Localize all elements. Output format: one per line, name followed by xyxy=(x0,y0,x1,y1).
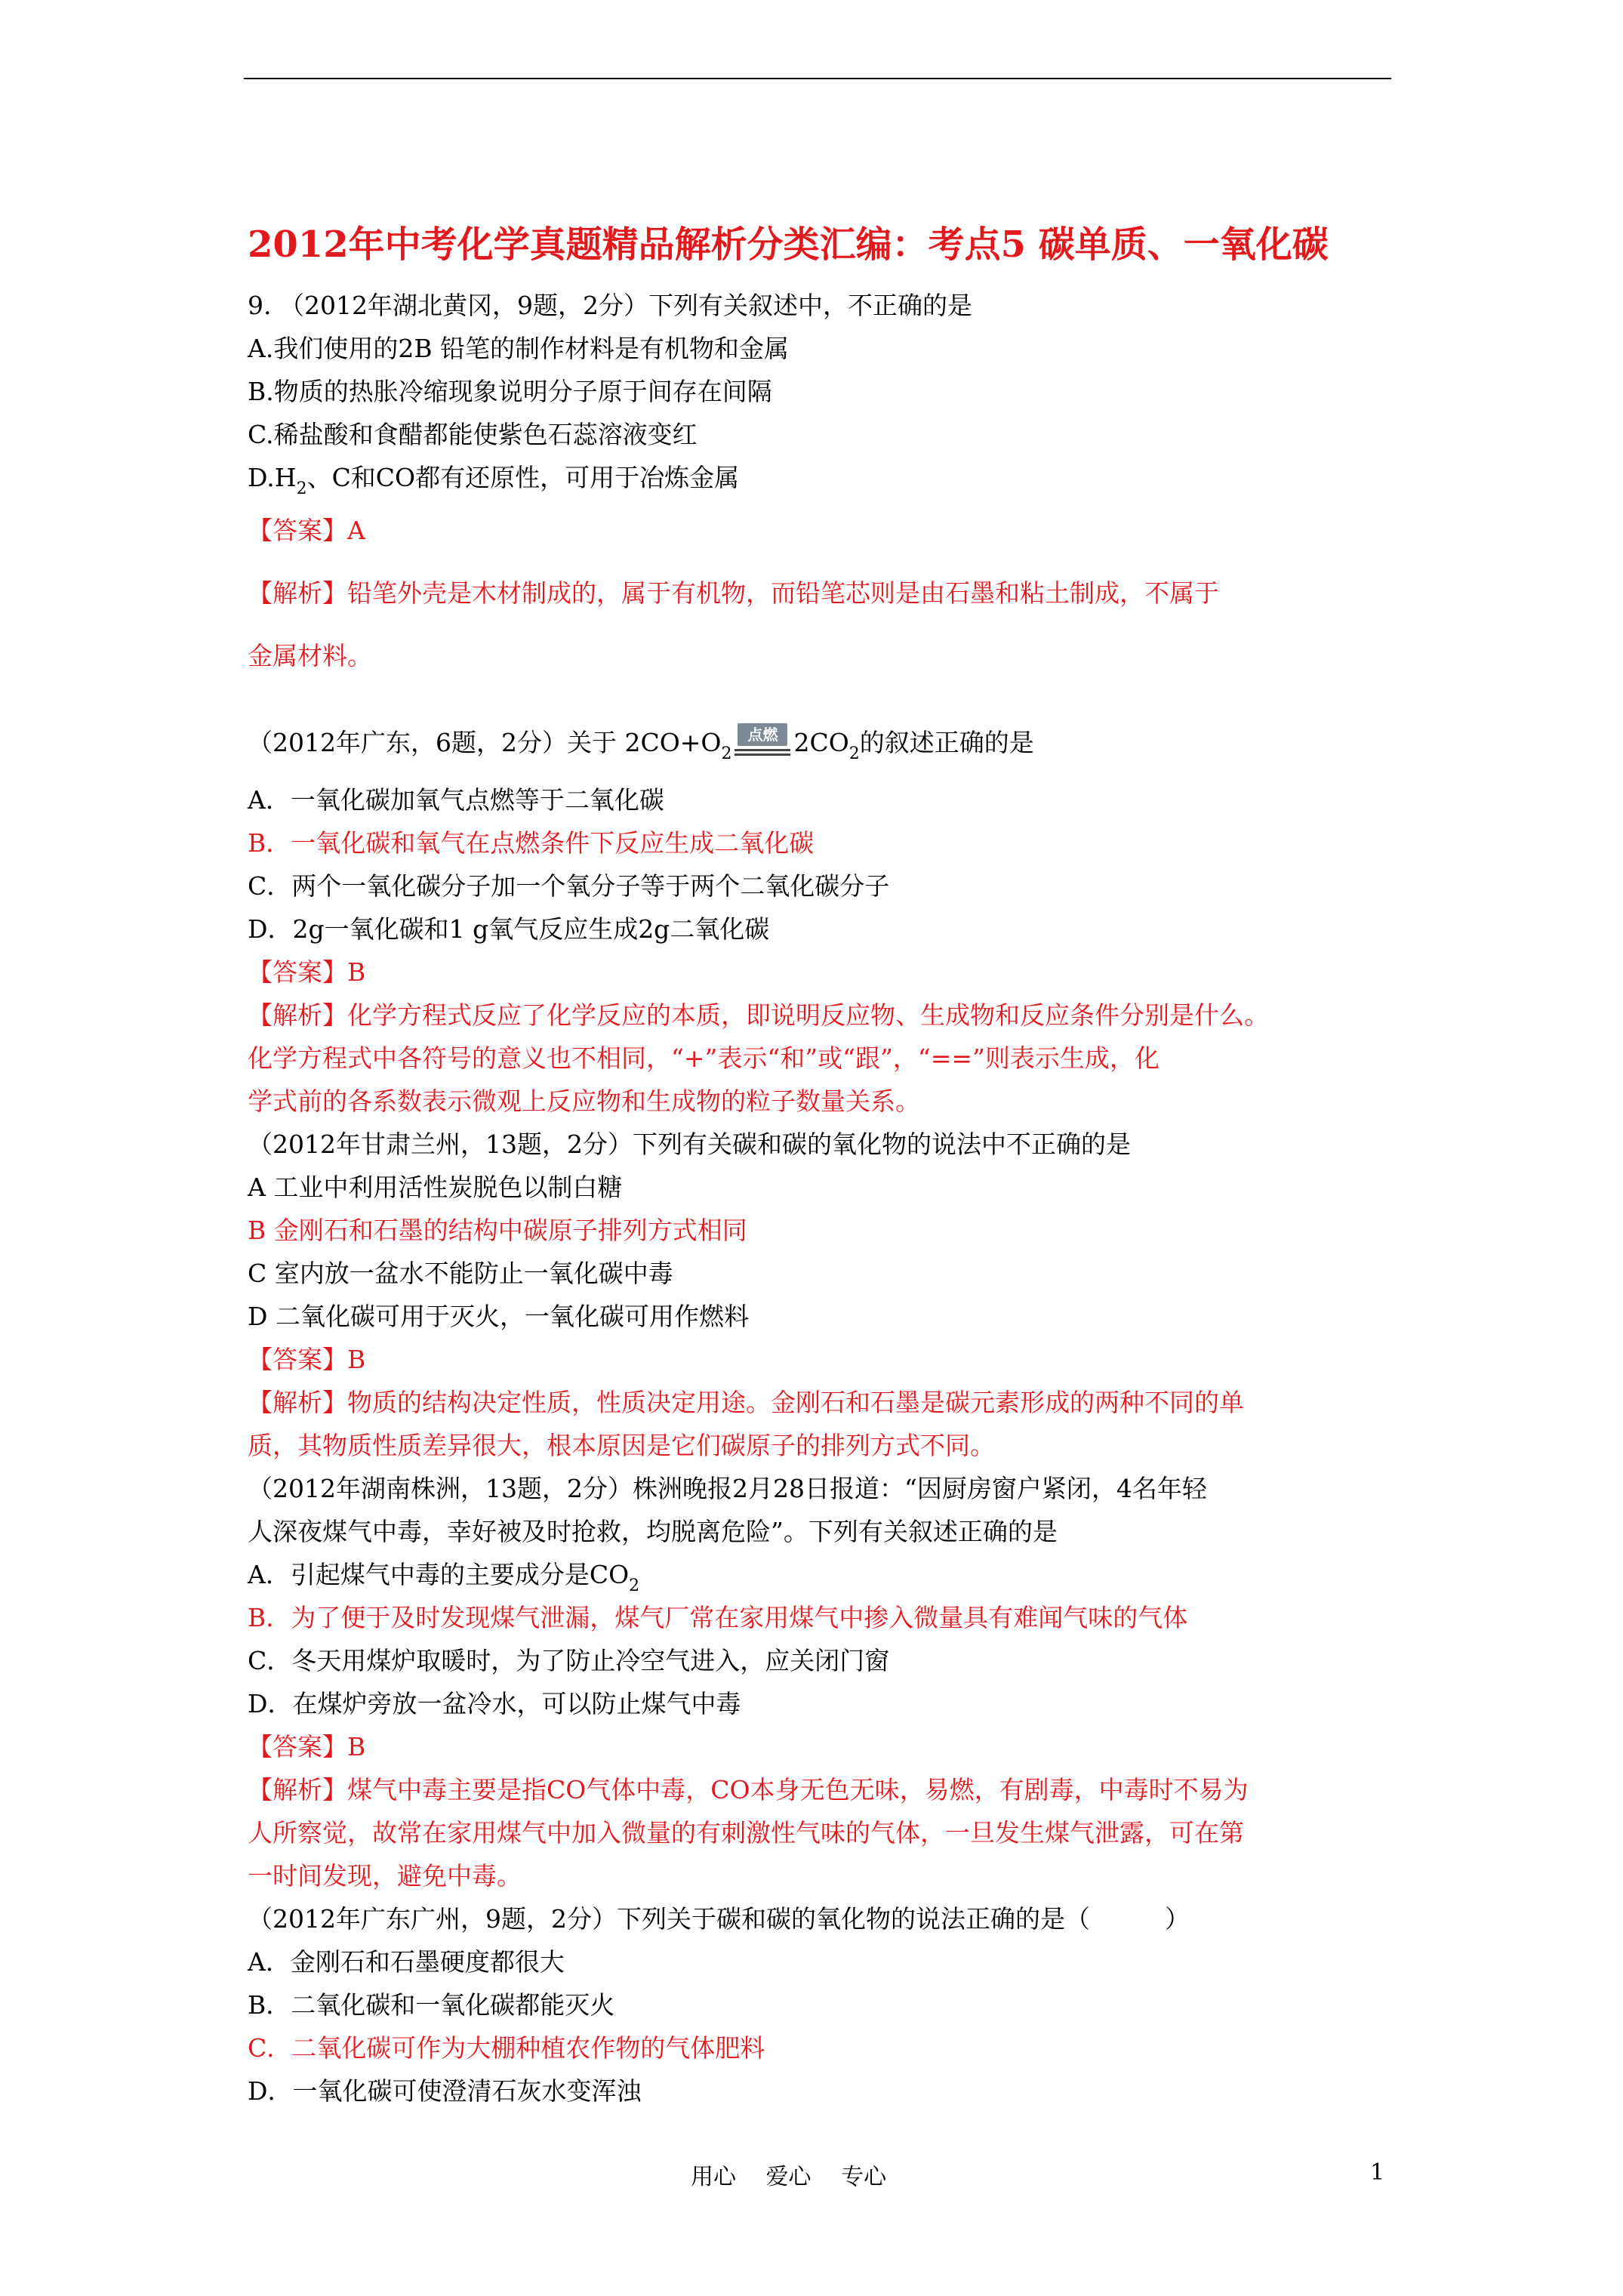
q1-stem: 9. （2012年湖北黄冈，9题，2分）下列有关叙述中，不正确的是 xyxy=(248,291,972,320)
q2-option-b: B．一氧化碳和氧气在点燃条件下反应生成二氧化碳 xyxy=(248,828,815,858)
q4-option-d: D．在煤炉旁放一盆冷水，可以防止煤气中毒 xyxy=(248,1689,741,1718)
q2-answer: 【答案】B xyxy=(248,957,366,987)
page-number: 1 xyxy=(1370,2159,1385,2186)
q1-option-b: B.物质的热胀冷缩现象说明分子原于间存在间隔 xyxy=(248,377,772,406)
q2-option-d: D．2g一氧化碳和1 g氧气反应生成2g二氧化碳 xyxy=(248,914,770,944)
reaction-condition-sign: 点燃 xyxy=(735,728,790,758)
q1-option-a: A.我们使用的2B 铅笔的制作材料是有机物和金属 xyxy=(248,334,790,363)
q1-option-c: C.稀盐酸和食醋都能使紫色石蕊溶液变红 xyxy=(248,420,698,449)
q5-option-b: B．二氧化碳和一氧化碳都能灭火 xyxy=(248,1990,615,2020)
q4-analysis-line-3: 一时间发现，避免中毒。 xyxy=(248,1861,522,1891)
q3-analysis-line-2: 质，其物质性质差异很大，根本原因是它们碳原子的排列方式不同。 xyxy=(248,1431,995,1460)
q4-stem-line-2: 人深夜煤气中毒，幸好被及时抢救，均脱离危险”。下列有关叙述正确的是 xyxy=(248,1517,1058,1546)
q3-option-a: A 工业中利用活性炭脱色以制白糖 xyxy=(248,1173,623,1202)
q2-option-a: A．一氧化碳加氧气点燃等于二氧化碳 xyxy=(248,785,664,815)
q5-stem: （2012年广东广州，9题，2分）下列关于碳和碳的氧化物的说法正确的是（ ） xyxy=(248,1904,1190,1934)
q1-option-d: $D.H_2$、C和CO都有还原性，可用于冶炼金属 xyxy=(248,463,740,498)
q2-analysis-line-3: 学式前的各系数表示微观上反应物和生成物的粒子数量关系。 xyxy=(248,1086,920,1116)
q2-option-c: C．两个一氧化碳分子加一个氧分子等于两个二氧化碳分子 xyxy=(248,871,890,901)
q3-option-c: C 室内放一盆水不能防止一氧化碳中毒 xyxy=(248,1259,673,1288)
q4-option-b: B．为了便于及时发现煤气泄漏，煤气厂常在家用煤气中掺入微量具有难闻气味的气体 xyxy=(248,1603,1188,1632)
page-title: 2012年中考化学真题精品解析分类汇编：考点5 碳单质、一氧化碳 xyxy=(248,223,1329,266)
q3-answer: 【答案】B xyxy=(248,1345,366,1374)
q1-analysis-line-1: 【解析】铅笔外壳是木材制成的，属于有机物，而铅笔芯则是由石墨和粘土制成，不属于 xyxy=(248,578,1219,608)
q3-analysis-line-1: 【解析】物质的结构决定性质，性质决定用途。金刚石和石墨是碳元素形成的两种不同的单 xyxy=(248,1388,1244,1417)
q5-option-d: D．一氧化碳可使澄清石灰水变浑浊 xyxy=(248,2076,642,2106)
q3-option-d: D 二氧化碳可用于灭火，一氧化碳可用作燃料 xyxy=(248,1302,749,1331)
q2-stem: （2012年广东，6题，2分）关于 $2CO+O_2$ 点燃 $2CO_2$的叙述正确的是 xyxy=(248,728,1034,762)
q1-analysis-line-2: 金属材料。 xyxy=(248,641,372,670)
q4-option-c: C．冬天用煤炉取暖时，为了防止冷空气进入，应关闭门窗 xyxy=(248,1646,890,1675)
page-footer: 用心 爱心 专心 xyxy=(691,2164,887,2190)
q4-option-a: A．引起煤气中毒的主要成分是$CO_2$ xyxy=(248,1560,640,1595)
q4-analysis-line-1: 【解析】煤气中毒主要是指CO气体中毒，CO本身无色无味，易燃，有剧毒，中毒时不易为 xyxy=(248,1775,1249,1804)
q5-option-a: A．金刚石和石墨硬度都很大 xyxy=(248,1947,565,1977)
q1-answer: 【答案】A xyxy=(248,516,365,545)
q2-analysis-line-1: 【解析】化学方程式反应了化学反应的本质，即说明反应物、生成物和反应条件分别是什么。 xyxy=(248,1000,1269,1030)
q5-option-c: C．二氧化碳可作为大棚种植农作物的气体肥料 xyxy=(248,2033,765,2063)
q3-option-b: B 金刚石和石墨的结构中碳原子排列方式相同 xyxy=(248,1216,747,1245)
header-rule xyxy=(244,78,1391,79)
q4-analysis-line-2: 人所察觉，故常在家用煤气中加入微量的有刺激性气味的气体，一旦发生煤气泄露，可在第 xyxy=(248,1818,1244,1848)
q3-stem: （2012年甘肃兰州，13题，2分）下列有关碳和碳的氧化物的说法中不正确的是 xyxy=(248,1130,1131,1159)
q4-stem-line-1: （2012年湖南株洲，13题，2分）株洲晚报2月28日报道：“因厨房窗户紧闭，4名年轻 xyxy=(248,1474,1207,1503)
q4-answer: 【答案】B xyxy=(248,1732,366,1761)
q2-analysis-line-2: 化学方程式中各符号的意义也不相同，“+”表示“和”或“跟”，“==”则表示生成，化 xyxy=(248,1043,1160,1073)
